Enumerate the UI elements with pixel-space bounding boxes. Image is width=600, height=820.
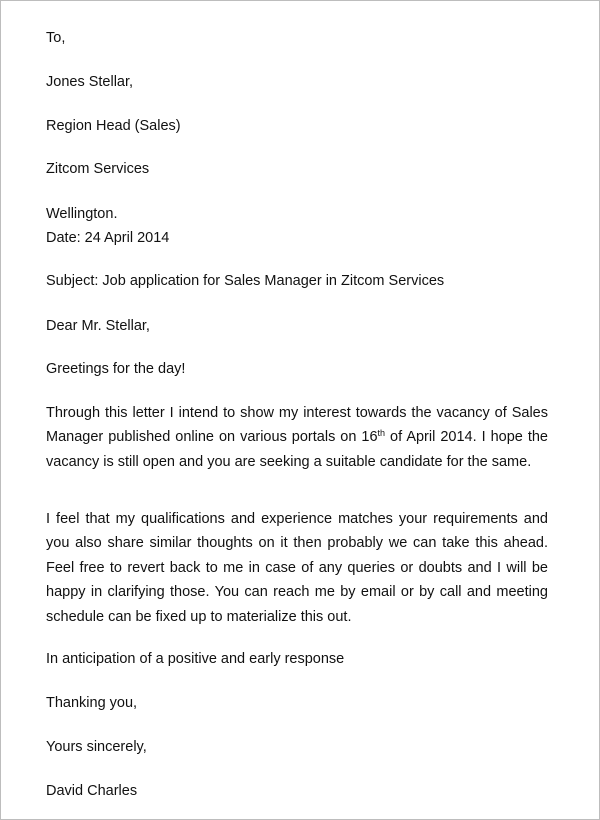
body-paragraph-1 <box>46 401 548 474</box>
letter-subject: Subject: Job application for Sales Manager in Zitcom Services <box>46 273 445 289</box>
recipient-company: Zitcom Services <box>46 161 150 177</box>
thanking-line: Thanking you, <box>46 695 138 711</box>
signature-name: David Charles <box>46 783 138 799</box>
body-paragraph-2: I feel that my qualifications and experience matches your requirements and you also share similar thoughts on it then probably we can take this ahead. Feel free to revert back to me in case of any queries or doubts and I will be happy in clarifying those. You can reach me by email or by call and meeting schedule can be fixed up to materialize this out. <box>46 511 548 625</box>
body-paragraph-1-end: of April 2014. I hope the vacancy is still open and you are seeking a suitable candidate for the same. <box>46 429 548 470</box>
recipient-title: Region Head (Sales) <box>46 118 181 134</box>
salutation: Dear Mr. Stellar, <box>46 318 150 334</box>
anticipation-line: In anticipation of a positive and early response <box>46 651 345 667</box>
body-paragraph-1-start: Through this letter I intend to show my interest towards the vacancy of Sales Manager published online on various portals on 16 <box>46 405 548 446</box>
ordinal-suffix: th <box>377 428 386 439</box>
recipient-city: Wellington. <box>46 206 118 222</box>
letter-date: Date: 24 April 2014 <box>46 230 170 246</box>
greeting: Greetings for the day! <box>46 361 186 377</box>
address-to: To, <box>46 30 66 46</box>
recipient-name: Jones Stellar, <box>46 74 134 90</box>
closing-line: Yours sincerely, <box>46 739 147 755</box>
